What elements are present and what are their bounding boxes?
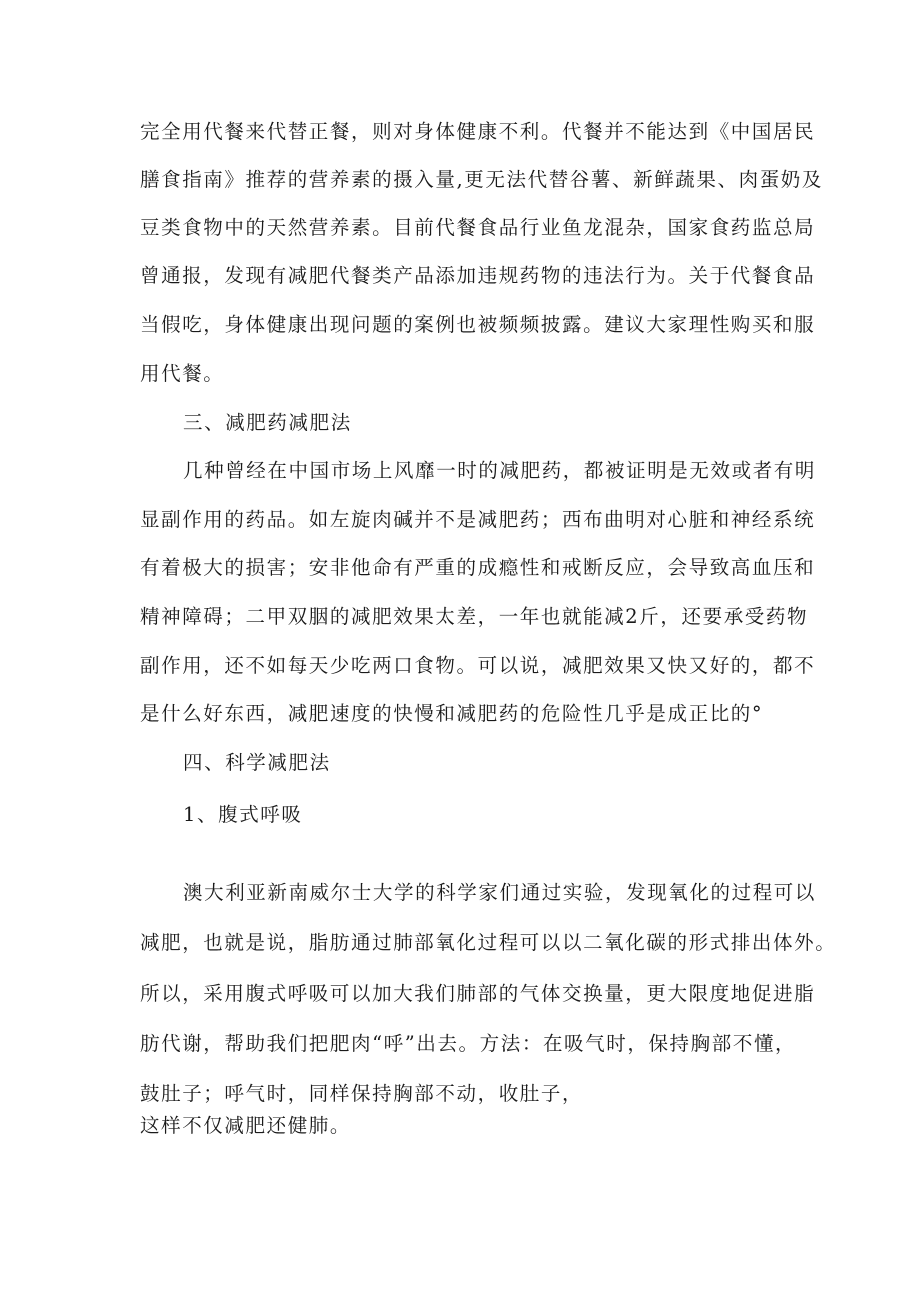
- subheading-abdominal-breathing: 1、腹式呼吸: [183, 803, 303, 826]
- paragraph-2-line-3: 有着极大的损害；安非他命有严重的成瘾性和戒断反应，会导致高血压和: [140, 556, 816, 579]
- paragraph-1-line-6: 用代餐。: [140, 362, 225, 385]
- paragraph-2-line-2: 显副作用的药品。如左旋肉碱并不是减肥药；西布曲明对心脏和神经系统: [140, 508, 816, 531]
- paragraph-2-line-1: 几种曾经在中国市场上风靡一时的减肥药，都被证明是无效或者有明: [183, 459, 817, 482]
- paragraph-1-line-2: 膳食指南》推荐的营养素的摄入量,更无法代替谷薯、新鲜蔬果、肉蛋奶及: [140, 168, 823, 191]
- section-heading-4: 四、科学减肥法: [183, 751, 331, 774]
- paragraph-2-line-4: 精神障碍；二甲双胭的减肥效果太差，一年也就能减2斤，还要承受药物: [140, 605, 809, 628]
- paragraph-3-line-2: 减肥，也就是说，脂肪通过肺部氧化过程可以以二氧化碳的形式排出体外。: [140, 931, 837, 954]
- paragraph-2-line-6: 是什么好东西，减肥速度的快慢和减肥药的危险性几乎是成正比的°: [140, 702, 764, 725]
- paragraph-3-line-1: 澳大利亚新南威尔士大学的科学家们通过实验，发现氧化的过程可以: [183, 881, 817, 904]
- paragraph-1-line-4: 曾通报，发现有减肥代餐类产品添加违规药物的违法行为。关于代餐食品: [140, 264, 816, 287]
- paragraph-1-line-5: 当假吃，身体健康出现问题的案例也被频频披露。建议大家理性购买和服: [140, 313, 816, 336]
- paragraph-3-line-5: 鼓肚子；呼气时，同样保持胸部不动，收肚子，: [140, 1082, 584, 1105]
- paragraph-3-line-6: 这样不仅减肥还健肺。: [140, 1114, 352, 1137]
- paragraph-3-line-3: 所以，采用腹式呼吸可以加大我们肺部的气体交换量，更大限度地促进脂: [140, 982, 816, 1005]
- paragraph-1-line-1: 完全用代餐来代替正餐，则对身体健康不利。代餐并不能达到《中国居民: [140, 120, 816, 143]
- paragraph-2-line-5: 副作用，还不如每天少吃两口食物。可以说，减肥效果又快又好的，都不: [140, 654, 816, 677]
- paragraph-3-line-4: 肪代谢，帮助我们把肥肉“呼”出去。方法：在吸气时，保持胸部不懂，: [140, 1032, 797, 1055]
- paragraph-1-line-3: 豆类食物中的天然营养素。目前代餐食品行业鱼龙混杂，国家食药监总局: [140, 216, 816, 239]
- section-heading-3: 三、减肥药减肥法: [183, 411, 352, 434]
